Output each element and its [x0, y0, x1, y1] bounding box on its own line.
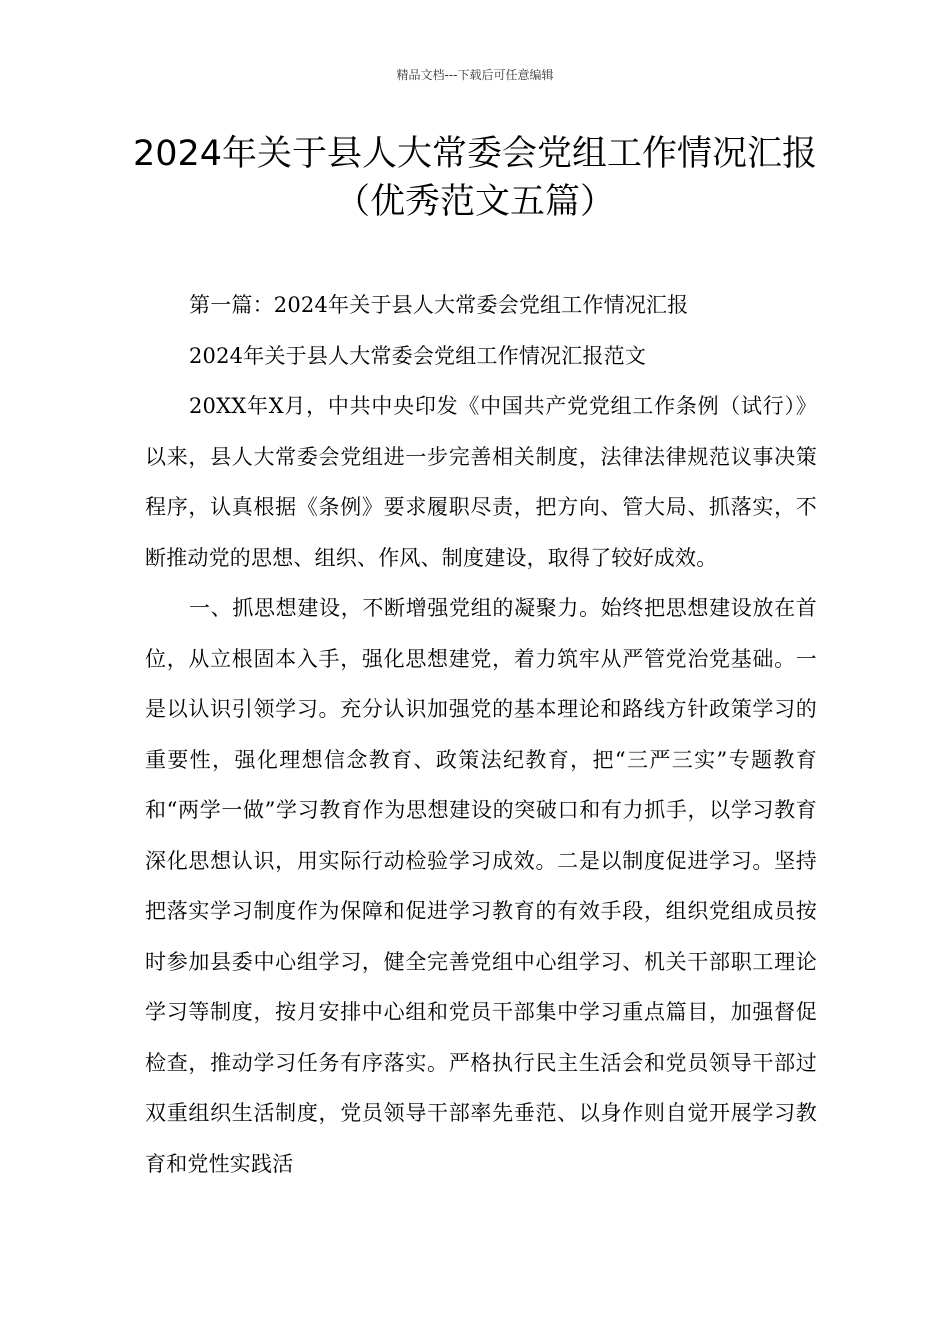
paragraph-section-one: 一、抓思想建设，不断增强党组的凝聚力。始终把思想建设放在首位，从立根固本入手，强化思想建党，着力筑牢从严管党治党基础。一是以认识引领学习。充分认识加强党的基本理论和路线方针政策学习的重要性，强化理想信念教育、政策法纪教育，把“三严三实”专题教育和“两学一做”学习教育作为思想建设的突破口和有力抓手，以学习教育深化思想认识，用实际行动检验学习成效。二是以制度促进学习。坚持把落实学习制度作为保障和促进学习教育的有效手段，组织党组成员按时参加县委中心组学习，健全完善党组中心组学习、机关干部职工理论学习等制度，按月安排中心组和党员干部集中学习重点篇目，加强督促检查，推动学习任务有序落实。严格执行民主生活会和党员领导干部过双重组织生活制度，党员领导干部率先垂范、以身作则自觉开展学习教育和党性实践活: [145, 596, 817, 1176]
paragraph-subtitle: 2024年关于县人大常委会党组工作情况汇报范文: [189, 343, 647, 368]
page-header: 精品文档---下载后可任意编辑: [396, 68, 554, 82]
document-body: [145, 280, 817, 1189]
paragraph-intro: 20XX年X月，中共中央印发《中国共产党党组工作条例（试行）》以来，县人大常委会党组进一步完善相关制度，法律法律规范议事决策程序，认真根据《条例》要求履职尽责，把方向、管大局、抓落实，不断推动党的思想、组织、作风、制度建设，取得了较好成效。: [145, 394, 817, 570]
paragraph-chapter-heading: 第一篇：2024年关于县人大常委会党组工作情况汇报: [189, 293, 689, 317]
document-title: 2024年关于县人大常委会党组工作情况汇报（优秀范文五篇）: [132, 134, 818, 222]
